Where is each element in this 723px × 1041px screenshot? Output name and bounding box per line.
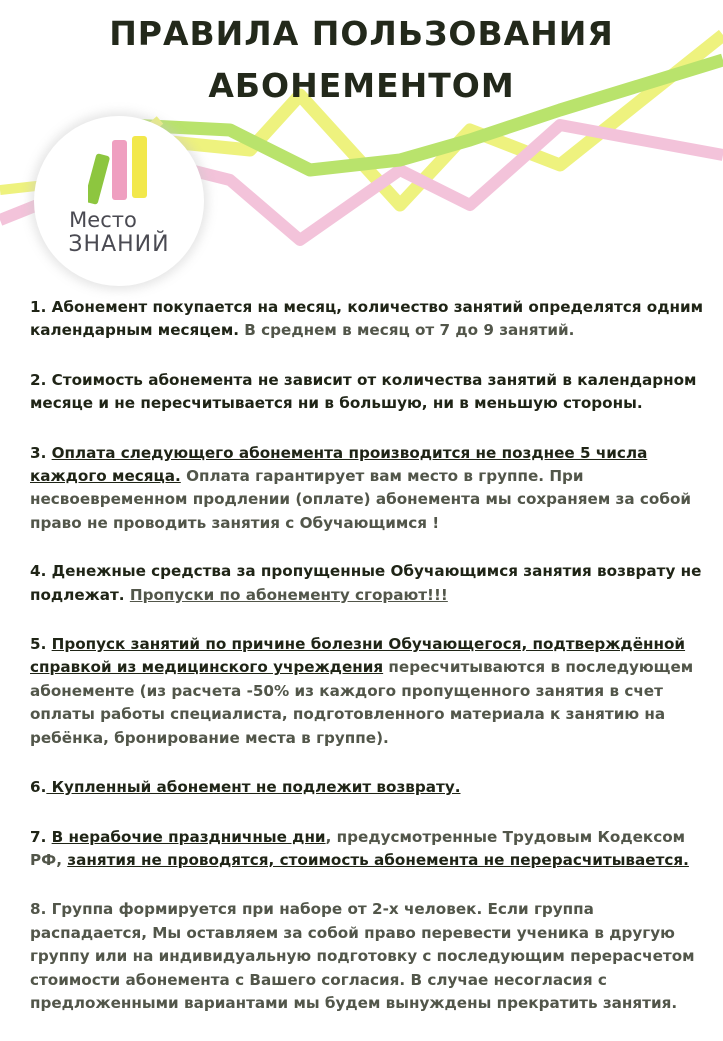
rule-7-text: , предусмотренные Трудовым Кодексом РФ,	[30, 827, 686, 869]
logo	[34, 116, 204, 286]
logo-text-line-2: ЗНАНИЙ	[68, 232, 170, 257]
rule-5-number: 5.	[30, 635, 52, 654]
rule-5	[30, 633, 706, 750]
rule-3-text: Оплата гарантирует вам место в группе. При несвоевременном продлении (оплате) абонемента мы сохраняем за собой право не проводить занятия с Обучающимся !	[30, 467, 692, 532]
title-line-2: АБОНЕМЕНТОМ	[208, 66, 515, 105]
rule-5-underlined: Пропуск занятий по причине болезни Обучающегося, подтверждённой справкой из медицинского учреждения	[30, 635, 686, 677]
rule-5-text: пересчитываются в последующем абонементе (из расчета -50% из каждого пропущенного занятия в счет оплаты работы специалиста, подготовленного материала к занятию на ребёнка, бронирование места в группе).	[30, 658, 694, 747]
page-title	[0, 8, 723, 112]
rules-list	[30, 296, 706, 1041]
rule-7-number: 7.	[30, 827, 52, 846]
title-line-1: ПРАВИЛА ПОЛЬЗОВАНИЯ	[109, 14, 614, 53]
rule-8-text: 8. Группа формируется при наборе от 2-х человек. Если группа распадается, Мы оставляем за собой право перевести ученика в другую группу или на индивидуальную подготовку с последующим перерасчетом стоимости абонемента с Вашего согласия. В случае несогласия с предложенными вариантами мы будем вынуждены прекратить занятия.	[30, 900, 695, 1012]
rule-6	[30, 776, 706, 799]
rule-4	[30, 560, 706, 607]
rule-7-underlined-2: занятия не проводятся, стоимость абонемента не перерасчитывается.	[67, 850, 689, 869]
logo-text-line-1: Место	[69, 208, 137, 232]
rule-4-bold: 4. Денежные средства за пропущенные Обучающимся занятия возврату не подлежат.	[30, 562, 702, 604]
rule-1-text: В среднем в месяц от 7 до 9 занятий.	[239, 321, 575, 340]
rule-6-underlined: Купленный абонемент не подлежит возврату.	[46, 778, 461, 797]
rule-3-underlined: Оплата следующего абонемента производится не позднее 5 числа каждого месяца.	[30, 443, 648, 486]
rule-3-number: 3.	[30, 443, 52, 462]
books-icon	[88, 130, 152, 210]
rule-4-underlined: Пропуски по абонементу сгорают!!!	[129, 585, 448, 604]
rule-7	[30, 826, 706, 873]
rule-2	[30, 369, 706, 416]
rule-3	[30, 442, 706, 536]
rule-2-bold: 2. Стоимость абонемента не зависит от количества занятий в календарном месяце и не пересчитывается ни в большую, ни в меньшую стороны.	[30, 370, 697, 413]
rule-1-bold: 1. Абонемент покупается на месяц, количество занятий определятся одним календарным месяцем.	[30, 298, 704, 340]
rule-1	[30, 296, 706, 343]
rule-8	[30, 898, 706, 1015]
rule-6-number: 6.	[30, 778, 47, 797]
rule-7-underlined-1: В нерабочие праздничные дни	[51, 827, 326, 846]
